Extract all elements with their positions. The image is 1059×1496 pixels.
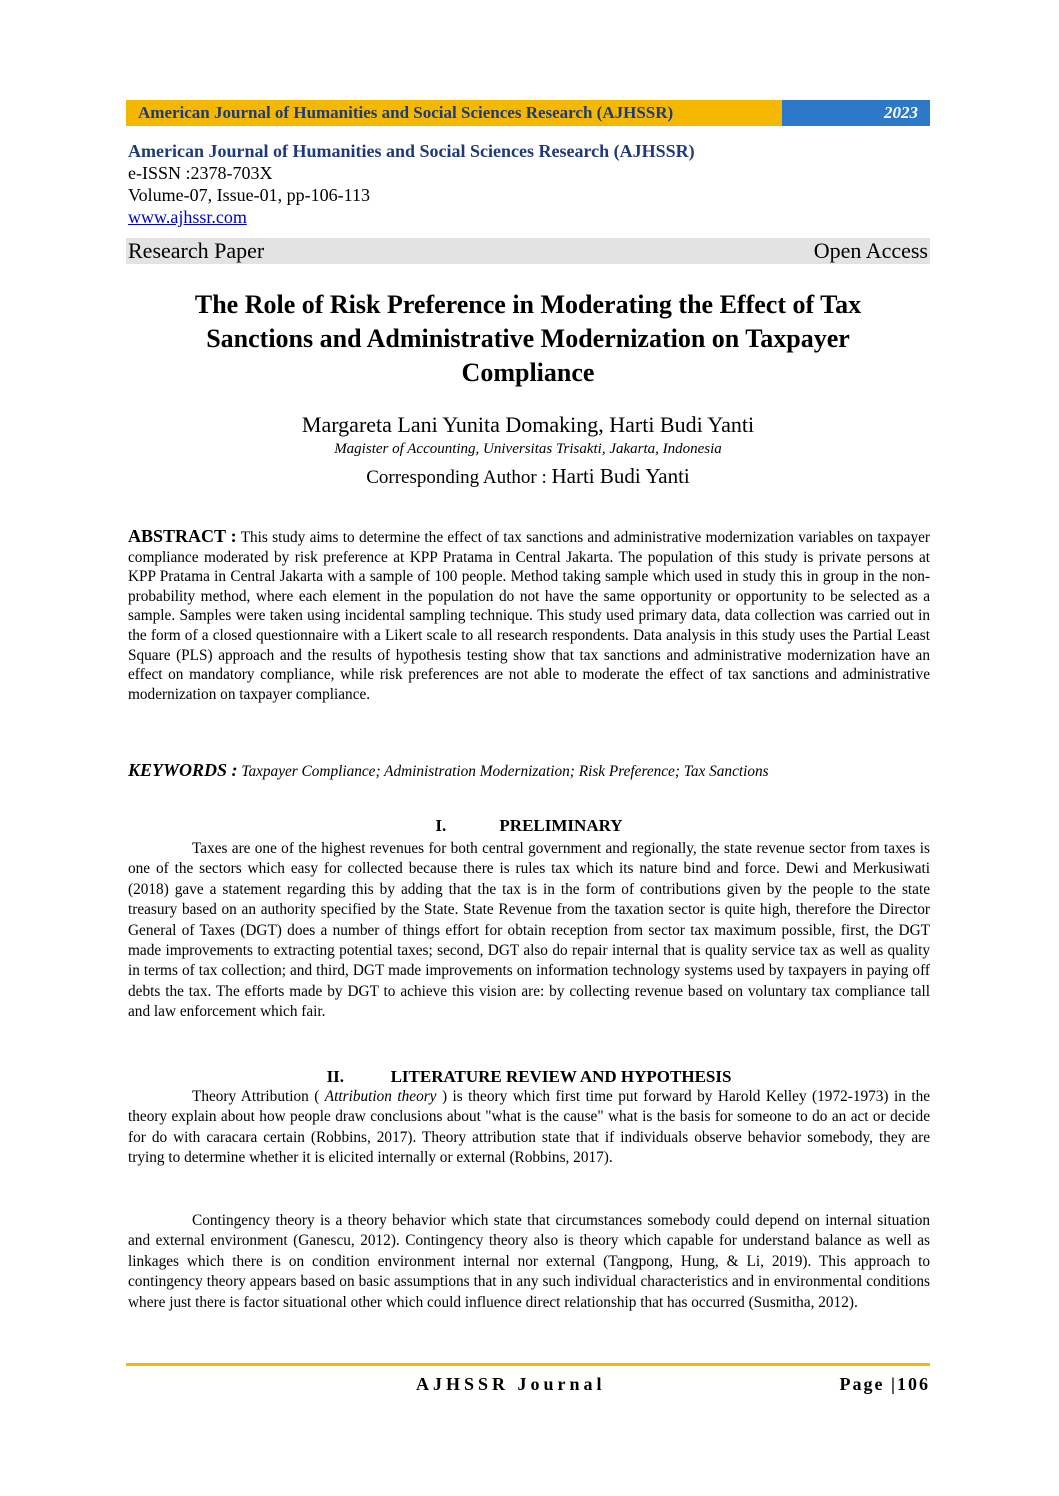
corresponding-author bbox=[126, 464, 930, 489]
journal-info bbox=[128, 140, 930, 228]
section-heading-literature bbox=[128, 1067, 930, 1087]
paper-type-bar bbox=[126, 238, 930, 264]
section-heading-preliminary bbox=[128, 816, 930, 836]
footer-divider bbox=[126, 1363, 930, 1366]
keywords bbox=[128, 760, 930, 781]
footer-page-number: 106 bbox=[897, 1374, 930, 1394]
keywords-label: KEYWORDS : bbox=[128, 760, 238, 780]
abstract-label: ABSTRACT : bbox=[128, 526, 237, 546]
affiliation: Magister of Accounting, Universitas Trisakti, Jakarta, Indonesia bbox=[334, 441, 722, 457]
page-footer bbox=[126, 1374, 930, 1395]
header-year: 2023 bbox=[782, 100, 930, 126]
journal-name: American Journal of Humanities and Social Sciences Research (AJHSSR) bbox=[128, 141, 695, 161]
header-journal-name: American Journal of Humanities and Social Sciences Research (AJHSSR) bbox=[126, 100, 782, 126]
paragraph-text: Theory Attribution ( bbox=[192, 1088, 320, 1105]
paragraph-contingency-theory bbox=[128, 1211, 930, 1313]
paper-type: Research Paper bbox=[128, 238, 265, 263]
corresponding-label: Corresponding Author : bbox=[366, 467, 547, 488]
keywords-text: Taxpayer Compliance; Administration Modernization; Risk Preference; Tax Sanctions bbox=[241, 763, 769, 780]
section-number: I. bbox=[435, 816, 447, 835]
paragraph-text: ) is theory which first time put forward by Harold Kelley (1972-1973) in the theory explain about how people draw conclusions about "what is the cause" what is the basis for someone to do an act or decide for do with caracara certain (Robbins, 2017). Theory attribution state that if individuals observe behavior somebody, they are trying to determine whether it is elicited internally or external (Robbins, 2017). bbox=[128, 1088, 931, 1167]
footer-page-label: Page | bbox=[839, 1374, 897, 1394]
journal-header-bar bbox=[126, 100, 930, 126]
section-title: PRELIMINARY bbox=[499, 816, 623, 835]
title-line-3: Compliance bbox=[461, 358, 595, 387]
journal-website-link[interactable]: www.ajhssr.com bbox=[128, 207, 247, 227]
journal-volume: Volume-07, Issue-01, pp-106-113 bbox=[128, 185, 370, 205]
title-line-2: Sanctions and Administrative Modernization on Taxpayer bbox=[206, 324, 850, 353]
paragraph-preliminary bbox=[128, 839, 930, 1023]
authors: Margareta Lani Yunita Domaking, Harti Budi Yanti bbox=[301, 412, 755, 437]
corresponding-name: Harti Budi Yanti bbox=[551, 464, 690, 488]
open-access-label: Open Access bbox=[813, 238, 928, 263]
footer-journal: AJHSSR Journal bbox=[416, 1374, 606, 1394]
section-number: II. bbox=[326, 1067, 345, 1086]
journal-issn: e-ISSN :2378-703X bbox=[128, 163, 273, 183]
section-title: LITERATURE REVIEW AND HYPOTHESIS bbox=[390, 1067, 732, 1086]
paper-title bbox=[126, 288, 930, 390]
abstract-text: This study aims to determine the effect of tax sanctions and administrative modernization variables on taxpayer compliance moderated by risk preference at KPP Pratama in Central Jakarta. The population of this study is private persons at KPP Pratama in Central Jakarta with a sample of 100 people. Method taking sample which used in study this in group in the non-probability method, where each element in the population do not have the same opportunity or opportunity to be selected as a sample. Samples were taken using incidental sampling technique. This study used primary data, data collection was carried out in the form of a closed questionnaire with a Likert scale to all research respondents. Data analysis in this study uses the Partial Least Square (PLS) approach and the results of hypothesis testing show that tax sanctions and administrative modernization have an effect on mandatory compliance, while risk preferences are not able to moderate the effect of tax sanctions and administrative modernization on taxpayer compliance. bbox=[128, 529, 930, 703]
paragraph-text: Taxes are one of the highest revenues for both central government and regionally, the state revenue sector from taxes is one of the sectors which easy for collected because there is rules tax which its nature bind and force. Dewi and Merkusiwati (2018) gave a statement regarding this by adding that the tax is in the form of contributions given by the people to the state treasury based on an authority specified by the State. State Revenue from the taxation sector is quite high, therefore the Director General of Taxes (DGT) does a number of things effort for obtain reception from sector tax maximum possible, first, the DGT made improvements to extracting potential taxes; second, DGT also do repair internal that is quality service tax as well as quality in terms of tax collection; and third, DGT made improvements on information technology systems used by taxpayers in paying off debts the tax. The efforts made by DGT to achieve this vision are: by collecting revenue based on voluntary tax compliance tall and law enforcement which fair. bbox=[128, 840, 930, 1021]
paragraph-text: Contingency theory is a theory behavior which state that circumstances somebody could depend on internal situation and external environment (Ganescu, 2012). Contingency theory also is theory which capable for understand balance as well as linkages which there is on condition environment internal nor external (Tangpong, Hung, & Li, 2019). This approach to contingency theory appears based on basic assumptions that in any such individual characteristics and in environmental conditions where just there is factor situational other which could influence direct relationship that has occurred (Susmitha, 2012). bbox=[128, 1212, 930, 1311]
abstract bbox=[128, 527, 930, 704]
title-line-1: The Role of Risk Preference in Moderating the Effect of Tax bbox=[194, 290, 862, 319]
paragraph-attribution-theory bbox=[128, 1087, 930, 1169]
footer-page bbox=[840, 1374, 930, 1395]
paragraph-emphasis: Attribution theory bbox=[324, 1088, 437, 1105]
